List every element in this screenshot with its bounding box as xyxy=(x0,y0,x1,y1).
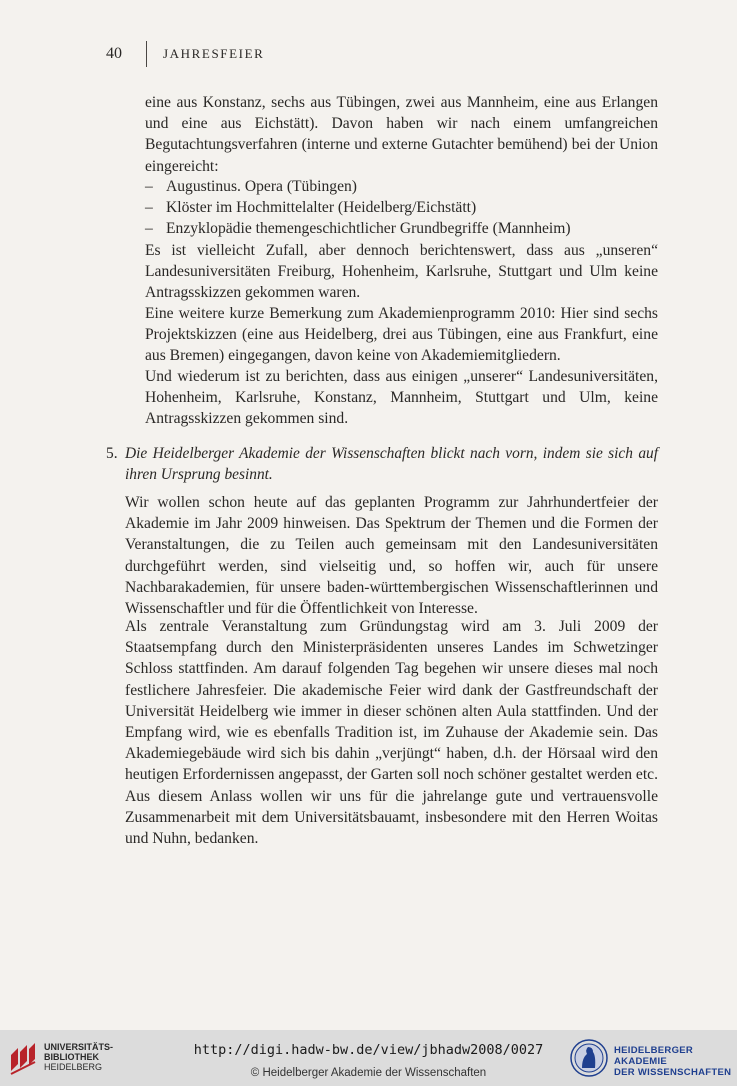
running-title: JAHRESFEIER xyxy=(163,46,265,61)
document-page: 40 JAHRESFEIER eine aus Konstanz, sechs aus Tübingen, zwei aus Mannheim, eine aus Erlangen und eine aus Eichstätt). Davon haben wir nach einem umfangreichen Begutachtungsverfahren (interne und externe Gutachter bemühend) bei der Union eingereicht: – Augustinus. Opera (Tübingen) – Klöster im Hochmittelalter (Heidelberg/Eichstätt) – Enzyklopädie themengeschichtlicher Grundbegriffe (Mannheim) Es ist vielleicht Zufall, aber dennoch berichtenswert, dass aus „unseren“ Landesuniversitäten Freiburg, Hohenheim, Karlsruhe, Stuttgart und Ulm keine Antragsskizzen gekommen waren. Eine weitere kurze Bemerkung zum Akademienprogramm 2010: Hier sind sechs Projektskizzen (eine aus Heidelberg, drei aus Tübingen, eine aus Frankfurt, eine aus Bremen) eingegangen, davon keine von Akademiemitgliedern. Und wiederum ist zu berichten, dass aus einigen „unserer“ Landesuniversitäten, Hohenheim, Karlsruhe, Konstanz, Mannheim, Stuttgart und Ulm, keine Antragsskizzen gekommen sind. 5. Die Heidelberger Akademie der Wissenschaften blickt nach vorn, indem sie sich auf ihren Ursprung besinnt. Wir wollen schon heute auf das geplanten Programm zur Jahrhundertfeier der Akademie im Jahr 2009 hinweisen. Das Spektrum der Themen und die Formen der Veranstaltungen, die zu Teilen auch gemeinsam mit den Landesuniversitäten durchgeführt werden, sind vielseitig und, so hoffen wir, auch für unsere Nachbarakademien, für unsere baden-württembergischen Wissenschaftlerinnen und Wissenschaftler und für die Öffentlichkeit von Interesse. Als zentrale Veranstaltung zum Gründungstag wird am 3. Juli 2009 der Staatsempfang durch den Ministerpräsidenten unseres Landes im Schwetzinger Schloss stattfinden. Am darauf folgenden Tag begehen wir unsere dieses mal noch festlichere Jahresfeier. Die akademische Feier wird dank der Gastfreundschaft der Universität Heidelberg wie immer in dieser schönen alten Aula stattfinden. Und der Empfang wird, wie es ebenfalls Tradition ist, im Zuhause der Akademie sein. Das Akademiegebäude wird sich bis dahin „verjüngt“ haben, d.h. der Hörsaal wird den heutigen Erfordernissen angepasst, der Garten soll noch schöner gestaltet werden etc. Aus diesem Anlass wollen wir uns für die jahrelange gute und vertrauensvolle Zusammenarbeit mit dem Universitätsbauamt, insbesondere mit den Herren Woitas und Nuhn, bedanken. xyxy=(0,0,737,1030)
section-number: 5. xyxy=(106,445,118,462)
academy-seal-icon xyxy=(570,1038,608,1078)
university-library-name: UNIVERSITÄTS- BIBLIOTHEK HEIDELBERG xyxy=(44,1042,114,1072)
academy-name: HEIDELBERGER AKADEMIE DER WISSENSCHAFTEN xyxy=(614,1045,732,1078)
viewer-footer-bar xyxy=(0,1030,737,1086)
page-number: 40 xyxy=(106,45,122,62)
paragraph-intro: eine aus Konstanz, sechs aus Tübingen, zwei aus Mannheim, eine aus Erlangen und eine aus Eichstätt). Davon haben wir nach einem umfangreichen Begutachtungsverfahren (interne und externe Gutachter bemühend) bei der Union eingereicht: xyxy=(145,94,658,175)
page-header xyxy=(106,43,264,65)
document-url-link[interactable]: http://digi.hadw-bw.de/view/jbhadw2008/0027 xyxy=(193,1042,544,1058)
section-title: Die Heidelberger Akademie der Wissenschaften blickt nach vorn, indem sie sich auf ihren Ursprung besinnt. xyxy=(125,445,658,483)
section-heading xyxy=(106,443,658,487)
paragraph: Und wiederum ist zu berichten, dass aus einigen „unserer“ Landesuniversitäten, Hohenheim, Karlsruhe, Konstanz, Mannheim, Stuttgart und Ulm, keine Antragsskizzen gekommen sind. xyxy=(145,368,658,428)
paragraph: Eine weitere kurze Bemerkung zum Akademienprogramm 2010: Hier sind sechs Projektskizzen (eine aus Heidelberg, drei aus Tübingen, eine aus Frankfurt, eine aus Bremen) eingegangen, davon keine von Akademiemitgliedern. xyxy=(145,305,658,365)
paragraph: Als zentrale Veranstaltung zum Gründungstag wird am 3. Juli 2009 der Staatsempfang durch den Ministerpräsidenten unseres Landes im Schwetzinger Schloss stattfinden. Am darauf folgenden Tag begehen wir unsere dieses mal noch festlichere Jahresfeier. Die akademische Feier wird dank der Gastfreundschaft der Universität Heidelberg wie immer in dieser schönen alten Aula stattfinden. Und der Empfang wird, wie es ebenfalls Tradition ist, im Zuhause der Akademie sein. Das Akademiegebäude wird sich bis dahin „verjüngt“ haben, d.h. der Hörsaal wird den heutigen Erfordernissen angepasst, der Garten soll noch schöner gestaltet werden etc. Aus diesem Anlass wollen wir uns für die jahrelange gute und vertrauensvolle Zusammenarbeit mit dem Universitätsbauamt, insbesondere mit den Herren Woitas und Nuhn, bedanken. xyxy=(125,618,658,848)
header-divider xyxy=(146,41,147,67)
paragraph: Wir wollen schon heute auf das geplanten Programm zur Jahrhundertfeier der Akademie im Jahr 2009 hinweisen. Das Spektrum der Themen und die Formen der Veranstaltungen, die zu Teilen auch gemeinsam mit den Landesuniversitäten durchgeführt werden, sind vielseitig und, so hoffen wir, auch für unsere Nachbarakademien, für unsere baden-württembergischen Wissenschaftlerinnen und Wissenschaftler und für die Öffentlichkeit von Interesse. xyxy=(125,494,658,618)
copyright-notice: © Heidelberger Akademie der Wissenschaften xyxy=(250,1067,487,1079)
paragraph: Es ist vielleicht Zufall, aber dennoch berichtenswert, dass aus „unseren“ Landesuniversitäten Freiburg, Hohenheim, Karlsruhe, Stuttgart und Ulm keine Antragsskizzen gekommen waren. xyxy=(145,242,658,302)
